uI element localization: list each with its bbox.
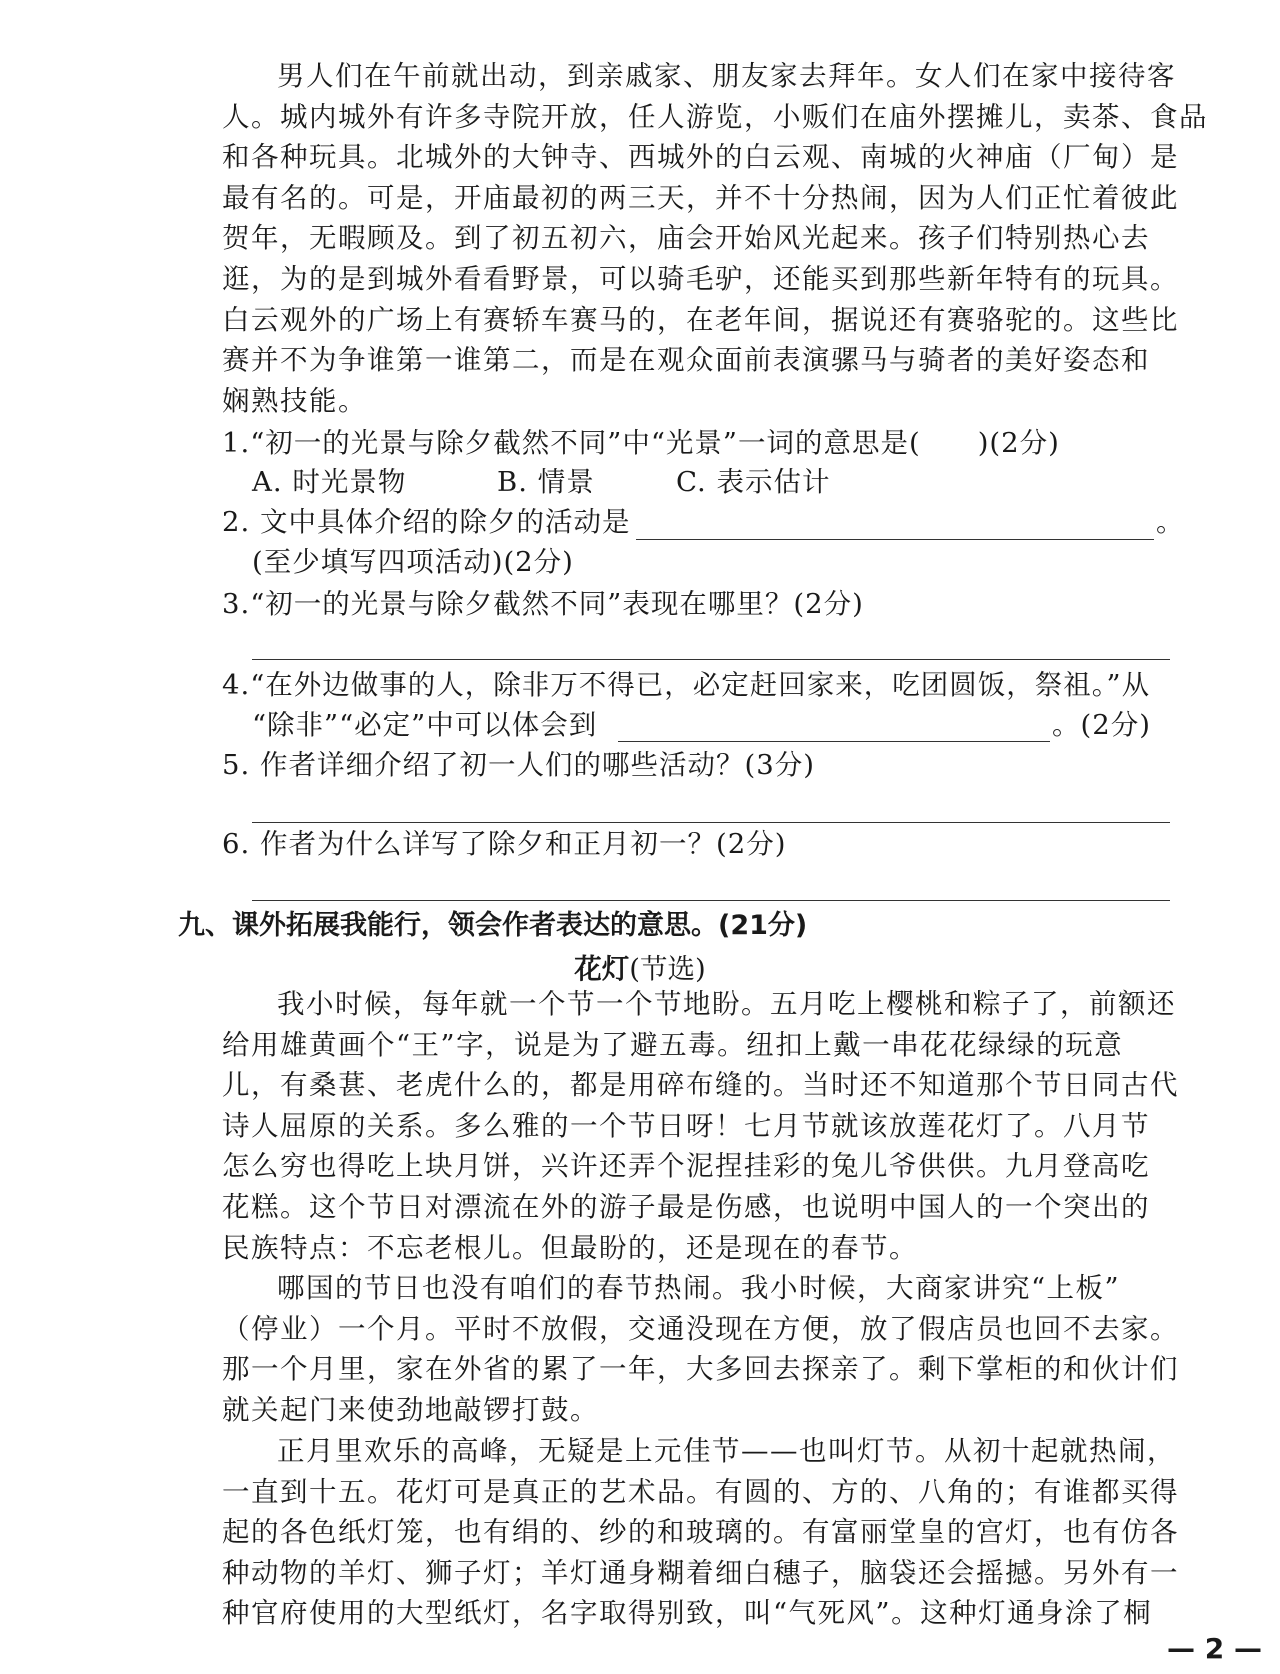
article-line: 就关起门来使劲地敲锣打鼓。: [222, 1393, 599, 1426]
article-line: 民族特点：不忘老根儿。但最盼的，还是现在的春节。: [222, 1231, 918, 1264]
question-4-line2: “除非”“必定”中可以体会到: [252, 709, 598, 741]
question-1-option-b[interactable]: B. 情景: [497, 466, 595, 498]
passage-line: 人。城内城外有许多寺院开放，任人游览，小贩们在庙外摆摊儿，卖茶、食品: [222, 100, 1208, 133]
passage-line: 贺年，无暇顾及。到了初五初六，庙会开始风光起来。孩子们特别热心去: [222, 222, 1150, 255]
page-number: — 2 —: [1167, 1632, 1262, 1665]
question-3: 3.“初一的光景与除夕截然不同”表现在哪里？(2分): [222, 588, 864, 620]
passage-line: 男人们在午前就出动，到亲戚家、朋友家去拜年。女人们在家中接待客: [277, 60, 1176, 92]
passage-line: 和各种玩具。北城外的大钟寺、西城外的白云观、南城的火神庙（厂甸）是: [222, 141, 1179, 174]
article-line: 起的各色纸灯笼，也有绢的、纱的和玻璃的。有富丽堂皇的宫灯，也有仿各: [222, 1516, 1179, 1549]
article-line: 诗人屈原的关系。多么雅的一个节日呀！七月节就该放莲花灯了。八月节: [222, 1109, 1150, 1142]
reading-passage: [222, 56, 1208, 421]
article-line: 一直到十五。花灯可是真正的艺术品。有圆的、方的、八角的；有谁都买得: [222, 1475, 1179, 1508]
article-line: 怎么穷也得吃上块月饼，兴许还弄个泥捏挂彩的兔儿爷供供。九月登高吃: [222, 1150, 1150, 1183]
question-6-answer-line[interactable]: [252, 900, 1170, 901]
question-5-answer-line[interactable]: [252, 822, 1170, 823]
article-paragraph-1: [222, 984, 1179, 1268]
question-5: 5. 作者详细介绍了初一人们的哪些活动？(3分): [222, 749, 815, 781]
passage-line: 最有名的。可是，开庙最初的两三天，并不十分热闹，因为人们正忙着彼此: [222, 181, 1179, 214]
article-paragraph-2: [222, 1268, 1179, 1430]
article-line: 儿，有桑葚、老虎什么的，都是用碎布缝的。当时还不知道那个节日同古代: [222, 1069, 1179, 1102]
article-line: 那一个月里，家在外省的累了一年，大多回去探亲了。剩下掌柜的和伙计们: [222, 1353, 1179, 1386]
article-line: 我小时候，每年就一个节一个节地盼。五月吃上樱桃和粽子了，前额还: [277, 988, 1176, 1020]
article-line: （停业）一个月。平时不放假，交通没现在方便，放了假店员也回不去家。: [222, 1312, 1179, 1345]
passage-line: 逛，为的是到城外看看野景，可以骑毛驴，还能买到那些新年特有的玩具。: [222, 262, 1179, 295]
question-4: 4.“在外边做事的人，除非万不得已，必定赶回家来，吃团圆饭，祭祖。”从: [222, 669, 1151, 701]
article-line: 给用雄黄画个“王”字，说是为了避五毒。纽扣上戴一串花花绿绿的玩意: [222, 1028, 1124, 1061]
question-2-note: (至少填写四项活动)(2分): [252, 546, 574, 578]
question-1: 1.“初一的光景与除夕截然不同”中“光景”一词的意思是( )(2分): [222, 427, 1060, 459]
article-line: 花糕。这个节日对漂流在外的游子最是伤感，也说明中国人的一个突出的: [222, 1190, 1150, 1223]
article-line: 正月里欢乐的高峰，无疑是上元佳节——也叫灯节。从初十起就热闹，: [277, 1435, 1176, 1467]
question-2: 2. 文中具体介绍的除夕的活动是: [222, 506, 631, 538]
article-line: 种动物的羊灯、狮子灯；羊灯通身糊着细白穗子，脑袋还会摇撼。另外有一: [222, 1556, 1179, 1589]
question-1-option-c[interactable]: C. 表示估计: [676, 466, 831, 498]
question-2-answer-blank[interactable]: [636, 539, 1154, 540]
article-title-main: 花灯: [574, 953, 630, 985]
article-line: 种官府使用的大型纸灯，名字取得别致，叫“气死风”。这种灯通身涂了桐: [222, 1597, 1153, 1630]
section-9-heading: 九、课外拓展我能行，领会作者表达的意思。(21分): [178, 910, 808, 941]
passage-line: 白云观外的广场上有赛轿车赛马的，在老年间，据说还有赛骆驼的。这些比: [222, 303, 1179, 336]
question-2-end: 。: [1156, 506, 1185, 538]
passage-line: 娴熟技能。: [222, 384, 367, 417]
question-1-option-a[interactable]: A. 时光景物: [252, 466, 407, 498]
article-title-note: (节选): [629, 953, 706, 985]
question-3-answer-line[interactable]: [252, 659, 1170, 660]
question-4-end: 。(2分): [1052, 709, 1151, 741]
question-4-answer-blank[interactable]: [618, 741, 1050, 742]
article-line: 哪国的节日也没有咱们的春节热闹。我小时候，大商家讲究“上板”: [277, 1272, 1121, 1304]
question-6: 6. 作者为什么详写了除夕和正月初一？(2分): [222, 828, 787, 860]
article-title: [0, 946, 1280, 986]
passage-line: 赛并不为争谁第一谁第二，而是在观众面前表演骡马与骑者的美好姿态和: [222, 344, 1150, 377]
article-paragraph-3: [222, 1431, 1179, 1634]
